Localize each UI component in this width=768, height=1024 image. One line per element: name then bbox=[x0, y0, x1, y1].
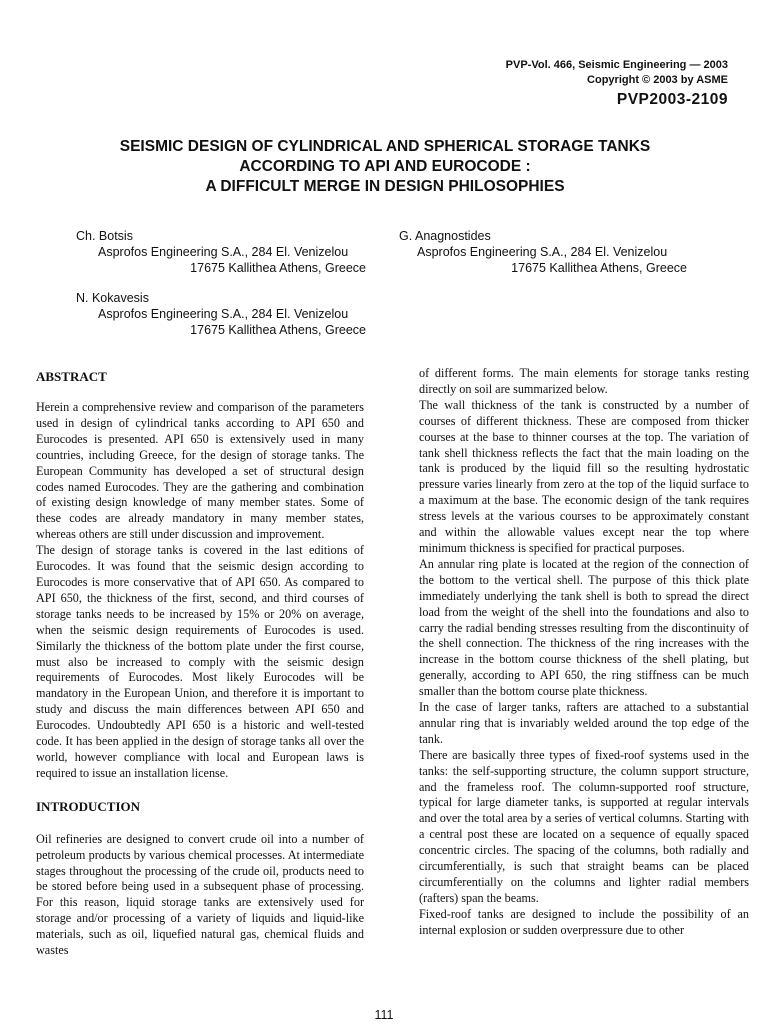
title-line-1: SEISMIC DESIGN OF CYLINDRICAL AND SPHERICAL STORAGE TANKS bbox=[119, 138, 651, 155]
page-number: 111 bbox=[374, 1008, 394, 1022]
conference-header bbox=[506, 58, 728, 111]
author-name: Ch. Botsis bbox=[76, 229, 133, 243]
introduction-heading: INTRODUCTION bbox=[36, 798, 141, 814]
copyright-line: Copyright © 2003 by ASME bbox=[587, 74, 728, 86]
left-column bbox=[36, 369, 364, 959]
body-paragraph: An annular ring plate is located at the region of the connection of the bottom to the vertical shell. The purpose of this thick plate immediately underlying the tank shell is both to spread the direct load from the weight of the shell into the foundations and also to carry the radial bending stresses resulting from the discontinuity of the shell connection. The thickness of the ring increases with the increase in the bottom course thickness of the shell plating, but generally, according to API 650, the ring stiffness can be much smaller than the bottom course plate thickness. bbox=[419, 556, 749, 699]
author-address: 17675 Kallithea Athens, Greece bbox=[190, 323, 366, 337]
author-address: 17675 Kallithea Athens, Greece bbox=[190, 261, 366, 275]
title-line-3: A DIFFICULT MERGE IN DESIGN PHILOSOPHIES bbox=[205, 178, 565, 195]
abstract-paragraph: Herein a comprehensive review and comparison of the parameters used in design of cylindrical tanks according to API 650 and Eurocodes is presented. API 650 is extensively used in many countries, including Greece, for the design of storage tanks. The European Community has developed a set of structural design codes named Eurocodes. They are the gathering and combination of existing design knowledge of many member states. Some of these codes are already mandatory in many member states, whereas others are still under discussion and improvement. bbox=[36, 400, 364, 542]
author-name: G. Anagnostides bbox=[399, 229, 491, 243]
volume-line: PVP-Vol. 466, Seismic Engineering — 2003 bbox=[505, 59, 728, 71]
abstract-heading: ABSTRACT bbox=[36, 369, 107, 384]
author-affiliation: Asprofos Engineering S.A., 284 El. Venizelou bbox=[417, 245, 668, 259]
body-paragraph: Fixed-roof tanks are designed to include the possibility of an internal explosion or sudden overpressure due to other bbox=[419, 906, 749, 937]
title-line-2: ACCORDING TO API AND EUROCODE : bbox=[239, 158, 531, 175]
paper-code: PVP2003-2109 bbox=[616, 91, 728, 108]
author-address: 17675 Kallithea Athens, Greece bbox=[511, 261, 687, 275]
introduction-paragraph: Oil refineries are designed to convert crude oil into a number of petroleum products by various chemical processes. At intermediate stages throughout the processing of the crude oil, products need to be stored before being used in a subsequent phase of processing. For this reason, liquid storage tanks are extensively used for storage and/or processing of a variety of liquids and liquid-like materials, such as oil, liquefied natural gas, chemical fluids and wastes bbox=[36, 831, 364, 958]
author-affiliation: Asprofos Engineering S.A., 284 El. Venizelou bbox=[98, 245, 349, 259]
body-paragraph: There are basically three types of fixed-roof systems used in the tanks: the self-supporting structure, the column support structure, and the frameless roof. The column-supported roof structure, typical for large diameter tanks, is supported at regular intervals and over the total area by a series of vertical columns. Starting with a central post these are located on a sequence of equally spaced concentric circles. The spacing of the columns, both radially and circumferentially, is such that straight beams can be placed circumferentially on the columns and lighter radial members (rafters) span the beams. bbox=[419, 747, 749, 905]
author-block-1 bbox=[76, 228, 366, 276]
right-column bbox=[419, 366, 749, 939]
body-paragraph: of different forms. The main elements for storage tanks resting directly on soil are summarized below. bbox=[419, 366, 749, 396]
body-paragraph: In the case of larger tanks, rafters are attached to a substantial annular ring that is invariably welded around the top edge of the tank. bbox=[419, 700, 749, 746]
body-paragraph: The wall thickness of the tank is constructed by a number of courses of different thickness. These are composed from thicker courses at the base to thinner courses at the top. The variation of tank shell thickness reflects the fact that the main loading on the tank is produced by the liquid fill so the resulting hydrostatic pressure varies linearly from zero at the top of the liquid surface to a maximum at the base. The economic design of the tank requires stress levels at the various courses to be approximately constant and within the allowable values except near the top where minimum thickness is specified for practical purposes. bbox=[419, 397, 749, 555]
author-block-3 bbox=[76, 290, 366, 338]
paper-title bbox=[60, 137, 710, 197]
author-affiliation: Asprofos Engineering S.A., 284 El. Venizelou bbox=[98, 307, 349, 321]
abstract-paragraph: The design of storage tanks is covered in the last editions of Eurocodes. It was found that the seismic design according to Eurocodes is more conservative that of API 650. As compared to API 650, the thickness of the first, second, and third courses of storage tanks needs to be increased by 15% or 20% on average, when the seismic design requirements of Eurocodes is used. Similarly the thickness of the bottom plate under the first course, must also be increased to comply with the seismic design requirements of Eurocodes. Most likely Eurocodes will be mandatory in the European Union, and therefore it is important to study and discuss the main differences between API 650 and Eurocodes. Undoubtedly API 650 is a historic and well-tested code. It has been applied in the design of storage tanks all over the world, however compliance with local and European laws is required to issue an installation license. bbox=[36, 543, 364, 780]
author-block-2 bbox=[399, 228, 687, 276]
author-name: N. Kokavesis bbox=[76, 291, 149, 305]
